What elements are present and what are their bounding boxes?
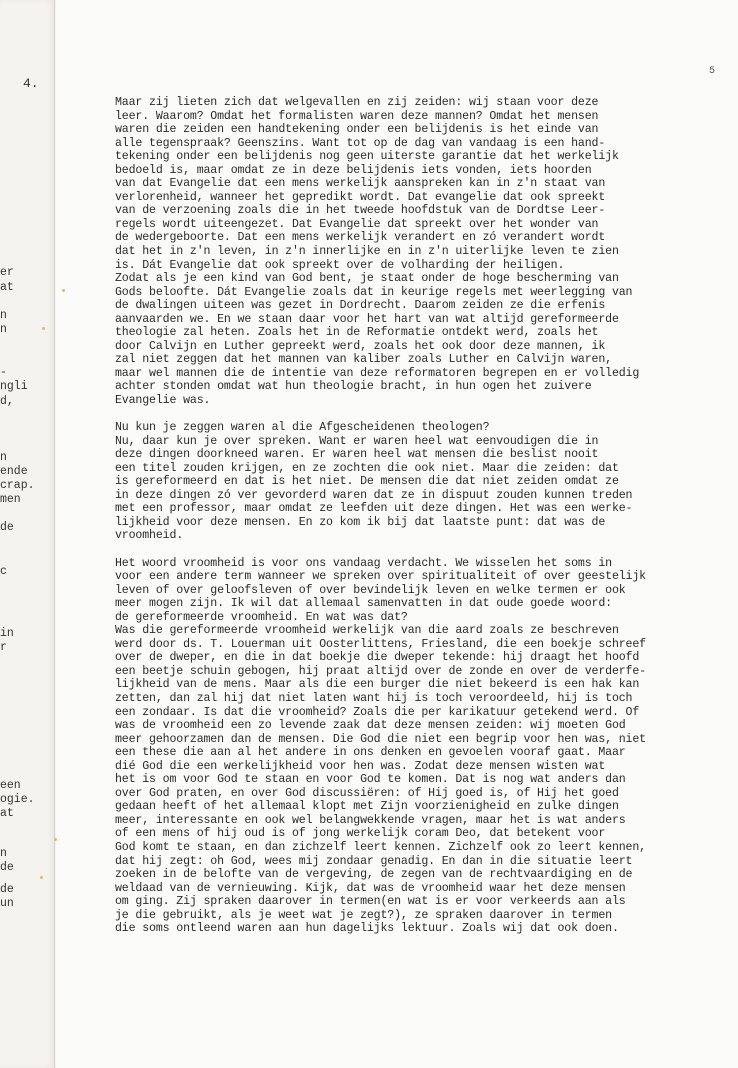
left-page-fragment: crap. [0,479,35,492]
text-line: leer. Waarom? Omdat het formalisten waren deze mannen? Omdat het mensen [115,109,599,123]
text-line: Het woord vroomheid is voor ons vandaag verdacht. We wisselen het soms in [115,556,612,570]
left-page-fragment: un [0,897,14,910]
text-line: regels wordt uiteengezet. Dat Evangelie dat spreekt over het wonder van [115,217,599,231]
text-line: gedaan heeft of het allemaal klopt met Zijn voorzienigheid en zulke dingen [115,800,619,814]
text-line: lijkheid voor deze mensen. En zo kom ik bij dat laatste punt: dat was de [115,515,606,529]
left-page-fragment: ogie. [0,793,35,806]
paper-speck [42,327,45,330]
text-line: aanvaarden we. En we staan daar voor het hart van wat altijd gereformeerde [115,312,619,326]
text-line: van dat Evangelie dat een mens werkelijk aanspreken kan in z'n staat van [115,177,606,191]
text-line: was de vroomheid een zo levende zaak dat deze mensen zeiden: wij moeten God [115,719,626,733]
text-line: van de verzoening zoals die in het tweede hoofdstuk van de Dordtse Leer- [115,204,606,218]
text-line: om ging. Zij spraken daarover in termen(en wat is er voor verkeerds aan als [115,895,626,909]
text-line: lijkheid van de mens. Maar als die een burger die niet bekeerd is een hak kan [115,678,640,692]
left-page-edge [0,0,55,1068]
left-page-number: 4. [23,76,39,91]
left-page-fragment: at [0,807,14,820]
text-line: meer gehoorzamen dan de mensen. Die God die niet een begrip voor hen was, niet [115,732,646,746]
left-page-fragment: ngli [0,380,28,393]
left-page-fragment: ende [0,465,28,478]
text-line: Zodat als je een kind van God bent, je staat onder de hoge bescherming van [115,272,619,286]
text-line: is. Dát Evangelie dat ook spreekt over de volharding der heiligen. [115,258,565,272]
text-line: verlorenheid, wanneer het gepredikt wordt. Dat evangelie dat ook spreekt [115,190,606,204]
text-line: meer mogen zijn. Ik wil dat allemaal samenvatten in dat oude goede woord: [115,597,612,611]
left-page-fragment: de [0,521,14,534]
text-line: zetten, dan zal hij dat niet laten want hij is toch veroordeeld, hij is toch [115,691,633,705]
text-line: dié God die een werkelijkheid voor hen was. Zodat deze mensen wisten wat [115,759,606,773]
text-line: over de dweper, en die in dat boekje die dweper tekende: hij draagt het hoofd [115,651,640,665]
text-line: leven of over geloofsleven of over bevindelijk leven en welke termen er ook [115,583,626,597]
text-line: een titel zouden krijgen, en ze zochten die ook niet. Maar die zeiden: dat [115,461,619,475]
text-line: de dwalingen uiteen was gezet in Dordrecht. Daarom zeiden ze die erfenis [115,299,606,313]
text-line: de gereformeerde vroomheid. En wat was dat? [115,610,408,624]
text-line: is gereformeerd en dat is het niet. De mensen die dat niet zeiden omdat ze [115,475,619,489]
left-page-fragment: n [0,847,7,860]
text-line: zal niet zeggen dat het mannen van kaliber zoals Luther en Calvijn waren, [115,353,612,367]
text-line: meer, interessante en ook wel belangwekkende vragen, maar het is wat anders [115,813,626,827]
paper-speck [40,876,43,879]
text-line: het is om voor God te staan en voor God te komen. Dat is nog wat anders dan [115,773,626,787]
text-line: de wedergeboorte. Dat een mens werkelijk verandert en zó verandert wordt [115,231,606,245]
text-line: je die gebruikt, als je weet wat je zegt?), ze spraken daarover in termen [115,908,612,922]
text-line: door Calvijn en Luther gepreekt werd, zoals het ook door deze mannen, ik [115,339,606,353]
left-page-fragment: men [0,493,21,506]
text-line: deze dingen doorkneed waren. Er waren heel wat mensen die beslist nooit [115,448,599,462]
text-line: over God praten, en over God discussiëren: of Hij goed is, of Hij het goed [115,786,619,800]
text-line: Maar zij lieten zich dat welgevallen en zij zeiden: wij staan voor deze [115,96,599,109]
paragraph [115,96,715,408]
paper-speck [54,838,57,841]
left-page-fragment: n [0,309,7,322]
text-line: weldaad van de vernieuwing. Kijk, dat was de vroomheid waar het deze mensen [115,881,626,895]
text-line: tekening onder een belijdenis nog geen uiterste garantie dat het werkelijk [115,150,619,164]
paper-speck [62,289,65,292]
left-page-fragment: d, [0,395,14,408]
text-line: maar wel mannen die de intentie van deze reformatoren begrepen en er volledig [115,366,640,380]
text-line: of een mens of hij oud is of jong werkelijk coram Deo, dat betekent voor [115,827,606,841]
text-line: Was die gereformeerde vroomheid werkelijk van die aard zoals ze beschreven [115,624,619,638]
left-page-fragment: een [0,779,21,792]
text-line: Nu, daar kun je over spreken. Want er waren heel wat eenvoudigen die in [115,434,599,448]
text-line: werd door ds. T. Louerman uit Oosterlittens, Friesland, die een boekje schreef [115,637,646,651]
text-line: een beetje schuin gebogen, hij praat altijd over de zonde en over de verderfe- [115,664,646,678]
text-line: een these die aan al het andere in ons denken en gevoelen vooraf gaat. Maar [115,746,626,760]
left-page-fragment: n [0,451,7,464]
text-line: achter stonden omdat wat hun theologie bracht, in hun ogen het zuivere [115,380,592,394]
text-line: bedoeld is, maar omdat ze in deze belijdenis iets vonden, iets hoorden [115,163,592,177]
text-line: voor een andere term wanneer we spreken over spiritualiteit of over geestelijk [115,570,646,584]
left-page-fragment: c [0,565,7,578]
left-page-fragment: - [0,366,7,379]
left-page-fragment: r [0,641,7,654]
text-line: in deze dingen zó ver gevorderd waren dat ze in dispuut zouden kunnen treden [115,488,633,502]
text-line: waren die zeiden een handtekening onder een belijdenis is het einde van [115,123,599,137]
left-page-fragment: de [0,861,14,874]
text-line: met een professor, maar omdat ze leefden uit deze dingen. Het was een werke- [115,502,633,516]
right-page-number: 5 [709,66,716,77]
text-line: Evangelie was. [115,394,211,408]
paragraph [115,421,715,543]
text-line: theologie zal heten. Zoals het in de Reformatie ontdekt werd, zoals het [115,326,599,340]
left-page-fragment: n [0,323,7,336]
text-line: een zondaar. Is dat die vroomheid? Zoals die per karikatuur getekend werd. Of [115,705,640,719]
paragraph [115,557,715,936]
text-line: alle tegenspraak? Geenszins. Want tot op de dag van vandaag is een hand- [115,136,606,150]
text-line: Gods beloofte. Dát Evangelie zoals dat in keurige regels met weerlegging van [115,285,633,299]
text-line: Nu kun je zeggen waren al die Afgescheidenen theologen? [115,421,490,435]
left-page-fragment: at [0,281,14,294]
text-line: God komt te staan, en dan zichzelf leert kennen. Zichzelf ook zo leert kennen, [115,840,646,854]
text-line: dat het in z'n leven, in z'n innerlijke en in z'n uiterlijke leven te zien [115,245,619,259]
left-page-fragment: in [0,627,14,640]
left-page-fragment: de [0,883,14,896]
text-line: vroomheid. [115,529,184,543]
text-line: die soms ontleend waren aan hun dagelijks lektuur. Zoals wij dat ook doen. [115,922,619,936]
text-line: dat hij zegt: oh God, wees mij zondaar genadig. En dan in die situatie leert [115,854,633,868]
left-page-fragment: er [0,266,14,279]
text-line: zoeken in de belofte van de vergeving, de zegen van de rechtvaardiging en de [115,868,633,882]
page-body-text [115,96,715,949]
